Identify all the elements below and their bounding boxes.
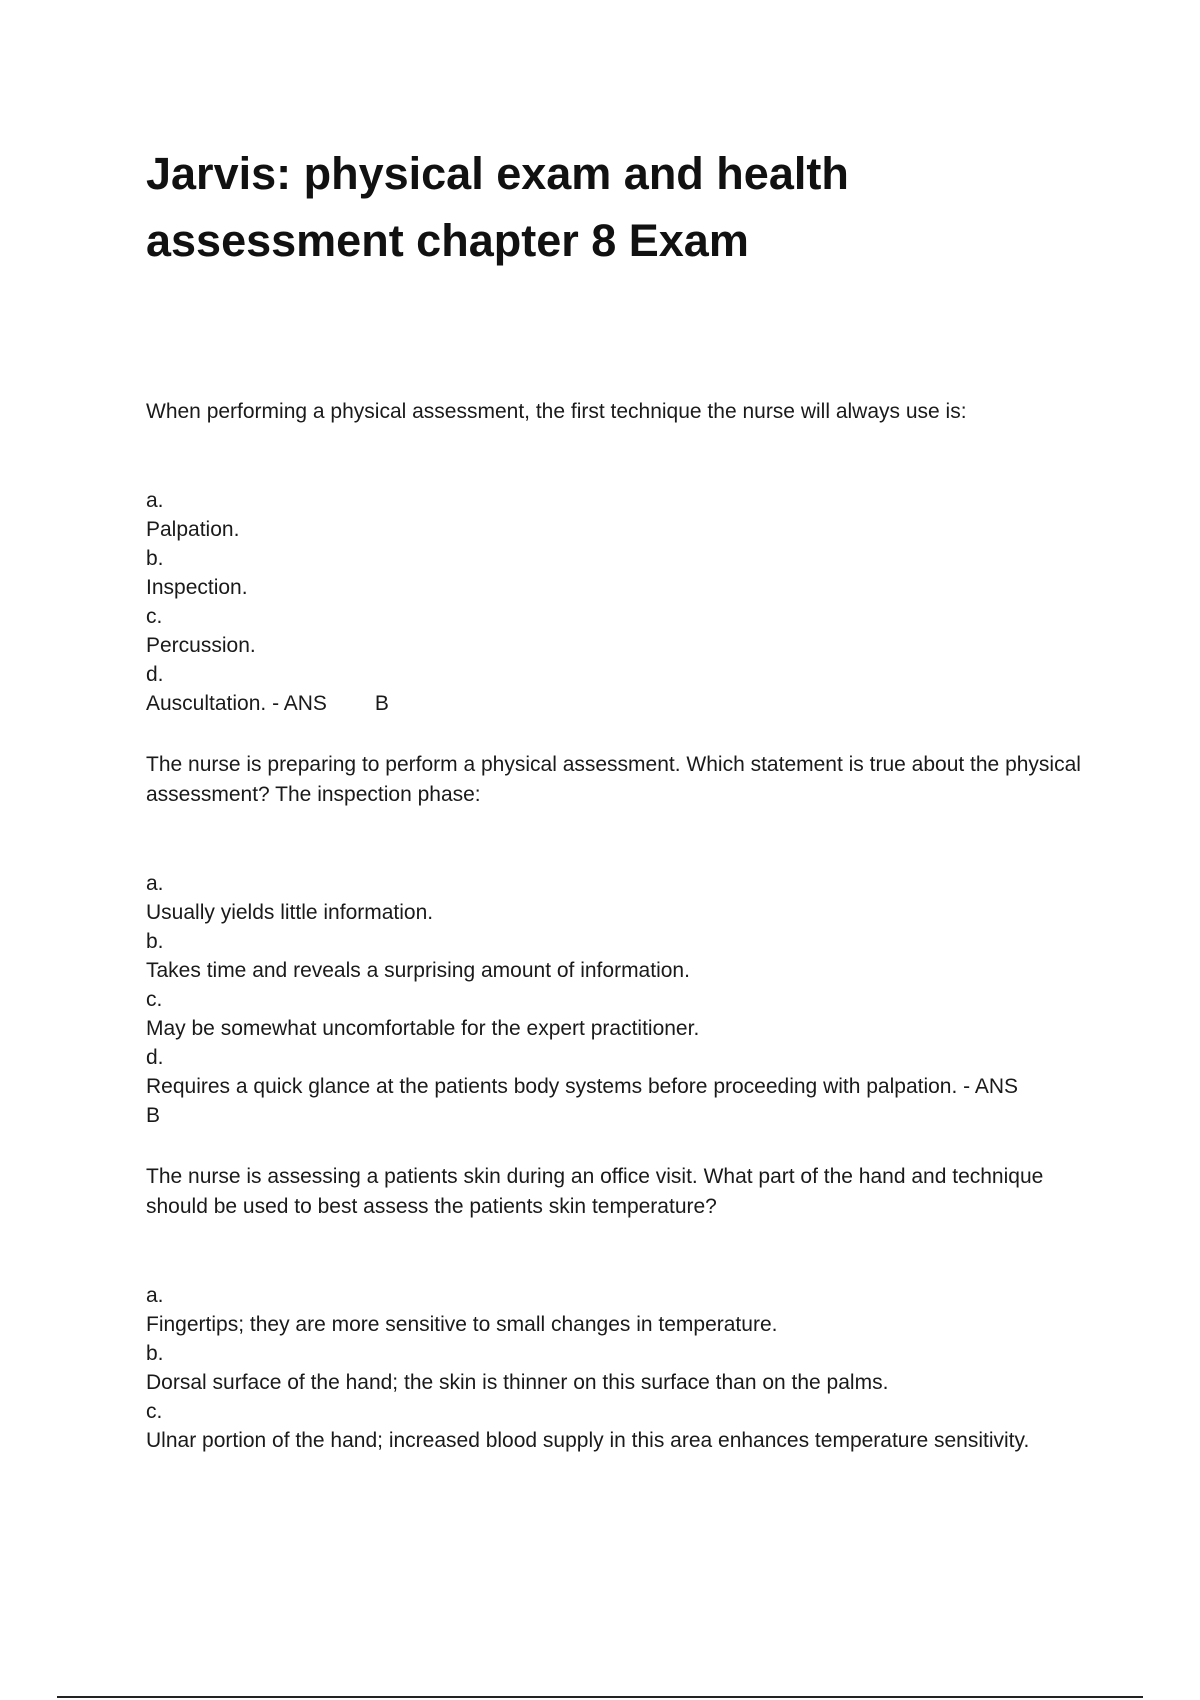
option-text: Percussion. (146, 634, 256, 657)
option-text: Inspection. (146, 576, 248, 599)
option-text: Ulnar portion of the hand; increased blood supply in this area enhances temperature sensitivity. (146, 1429, 1030, 1452)
answer-key: B (146, 1104, 161, 1127)
option-letter: c. (146, 988, 163, 1011)
options-list (146, 1281, 1086, 1455)
option-letter: a. (146, 872, 164, 895)
option-letter: a. (146, 1284, 164, 1307)
option-letter: b. (146, 930, 164, 953)
option-text: Palpation. (146, 518, 240, 541)
option-text-with-answer (146, 689, 1086, 718)
option-letter: a. (146, 489, 164, 512)
option-text: Fingertips; they are more sensitive to small changes in temperature. (146, 1313, 778, 1336)
option-text: Takes time and reveals a surprising amount of information. (146, 959, 690, 982)
option-letter: d. (146, 1046, 164, 1069)
options-list (146, 486, 1086, 718)
option-text: Requires a quick glance at the patients body systems before proceeding with palpation. - ANS (146, 1075, 1019, 1098)
page-title (146, 140, 1086, 274)
option-text: Usually yields little information. (146, 901, 434, 924)
title-line-1: Jarvis: physical exam and health (146, 148, 849, 199)
page-bottom-divider (57, 1696, 1143, 1698)
question-text: The nurse is assessing a patients skin during an office visit. What part of the hand and technique should be used to best assess the patients skin temperature? (146, 1165, 1044, 1218)
option-letter: d. (146, 663, 164, 686)
title-line-2: assessment chapter 8 Exam (146, 215, 749, 266)
option-letter: c. (146, 605, 163, 628)
option-letter: b. (146, 1342, 164, 1365)
question-1 (146, 397, 1086, 718)
option-letter: c. (146, 1400, 163, 1423)
question-2 (146, 750, 1086, 1130)
option-text: Auscultation. - ANS (146, 692, 327, 715)
question-3 (146, 1162, 1086, 1455)
options-list (146, 869, 1086, 1130)
answer-key: B (374, 692, 389, 715)
document-header (146, 140, 1086, 274)
option-text: Dorsal surface of the hand; the skin is thinner on this surface than on the palms. (146, 1371, 889, 1394)
option-text: May be somewhat uncomfortable for the expert practitioner. (146, 1017, 700, 1040)
option-letter: b. (146, 547, 164, 570)
question-text: The nurse is preparing to perform a physical assessment. Which statement is true about the physical assessment? The inspection phase: (146, 753, 1081, 806)
question-text: When performing a physical assessment, the first technique the nurse will always use is: (146, 400, 967, 423)
